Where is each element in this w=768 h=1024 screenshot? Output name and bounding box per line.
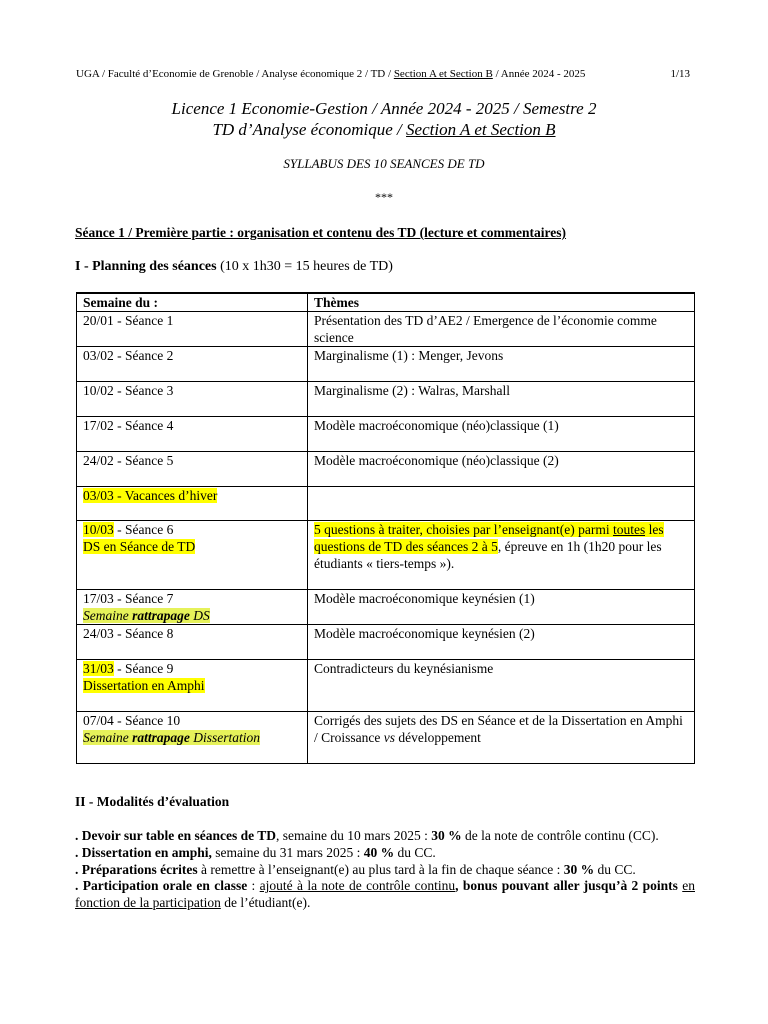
list-item: . Dissertation en amphi, semaine du 31 mars 2025 : 40 % du CC. — [75, 844, 436, 860]
table-row: 07/04 - Séance 10 Semaine rattrapage Dissertation Corrigés des sujets des DS en Séance et de la Dissertation en Amphi / Croissance vs développement — [77, 712, 695, 764]
table-row: 17/03 - Séance 7 Semaine rattrapage DS Modèle macroéconomique keynésien (1) — [77, 590, 695, 625]
table-row: 24/03 - Séance 8 Modèle macroéconomique keynésien (2) — [77, 625, 695, 660]
table-header-row — [77, 293, 695, 312]
column-header-themes: Thèmes — [308, 293, 695, 312]
title-line-2: TD d’Analyse économique / Section A et Section B — [212, 120, 556, 139]
syllabus-title: SYLLABUS DES 10 SEANCES DE TD — [283, 156, 485, 171]
list-item: . Participation orale en classe : ajouté à la note de contrôle continu, bonus pouvant aller jusqu’à 2 points en fonction de la participation de l’étudiant(e). — [75, 878, 695, 911]
document-title — [0, 98, 768, 140]
highlighted-text: Semaine rattrapage DS — [83, 608, 210, 623]
header-section-link: Section A et Section B — [393, 68, 493, 80]
table-row — [77, 487, 695, 521]
session-heading: Séance 1 / Première partie : organisation et contenu des TD (lecture et commentaires) — [75, 225, 567, 240]
column-header-week: Semaine du : — [77, 293, 308, 312]
planning-heading: I - Planning des séances (10 x 1h30 = 15 heures de TD) — [75, 259, 393, 274]
table-row: 24/02 - Séance 5 Modèle macroéconomique (néo)classique (2) — [77, 452, 695, 487]
title-line-1: Licence 1 Economie-Gestion / Année 2024 - 2025 / Semestre 2 — [171, 99, 597, 118]
highlighted-text: Semaine rattrapage Dissertation — [83, 730, 261, 745]
table-row: 20/01 - Séance 1 Présentation des TD d’AE2 / Emergence de l’économie comme science — [77, 312, 695, 347]
header-path: UGA / Faculté d’Economie de Grenoble / Analyse économique 2 / TD / Section A et Section B / Année 2024 - 2025 — [76, 68, 586, 80]
table-row: 03/02 - Séance 2 Marginalisme (1) : Menger, Jevons — [77, 347, 695, 382]
table-row: 17/02 - Séance 4 Modèle macroéconomique (néo)classique (1) — [77, 417, 695, 452]
evaluation-heading: II - Modalités d’évaluation — [75, 794, 230, 809]
table-row: 10/03 - Séance 6 DS en Séance de TD 5 questions à traiter, choisies par l’enseignant(e) parmi toutes les questions de TD des séances 2 à 5, épreuve en 1h (1h20 pour les étudiants « tiers-temps »). — [77, 521, 695, 590]
table-row: 10/02 - Séance 3 Marginalisme (2) : Walras, Marshall — [77, 382, 695, 417]
highlighted-text: 03/03 - Vacances d’hiver — [83, 488, 218, 503]
evaluation-list — [75, 828, 695, 912]
separator: *** — [375, 190, 393, 204]
list-item: . Devoir sur table en séances de TD, semaine du 10 mars 2025 : 30 % de la note de contrôle continu (CC). — [75, 828, 659, 843]
highlighted-text: Dissertation en Amphi — [83, 678, 205, 693]
table-row: 31/03 - Séance 9 Dissertation en Amphi Contradicteurs du keynésianisme — [77, 660, 695, 712]
highlighted-text: DS en Séance de TD — [83, 539, 196, 554]
page-number: 1/13 — [670, 68, 690, 80]
page-header — [76, 68, 690, 80]
planning-table — [76, 292, 695, 764]
list-item: . Préparations écrites à remettre à l’enseignant(e) au plus tard à la fin de chaque séance : 30 % du CC. — [75, 861, 636, 877]
